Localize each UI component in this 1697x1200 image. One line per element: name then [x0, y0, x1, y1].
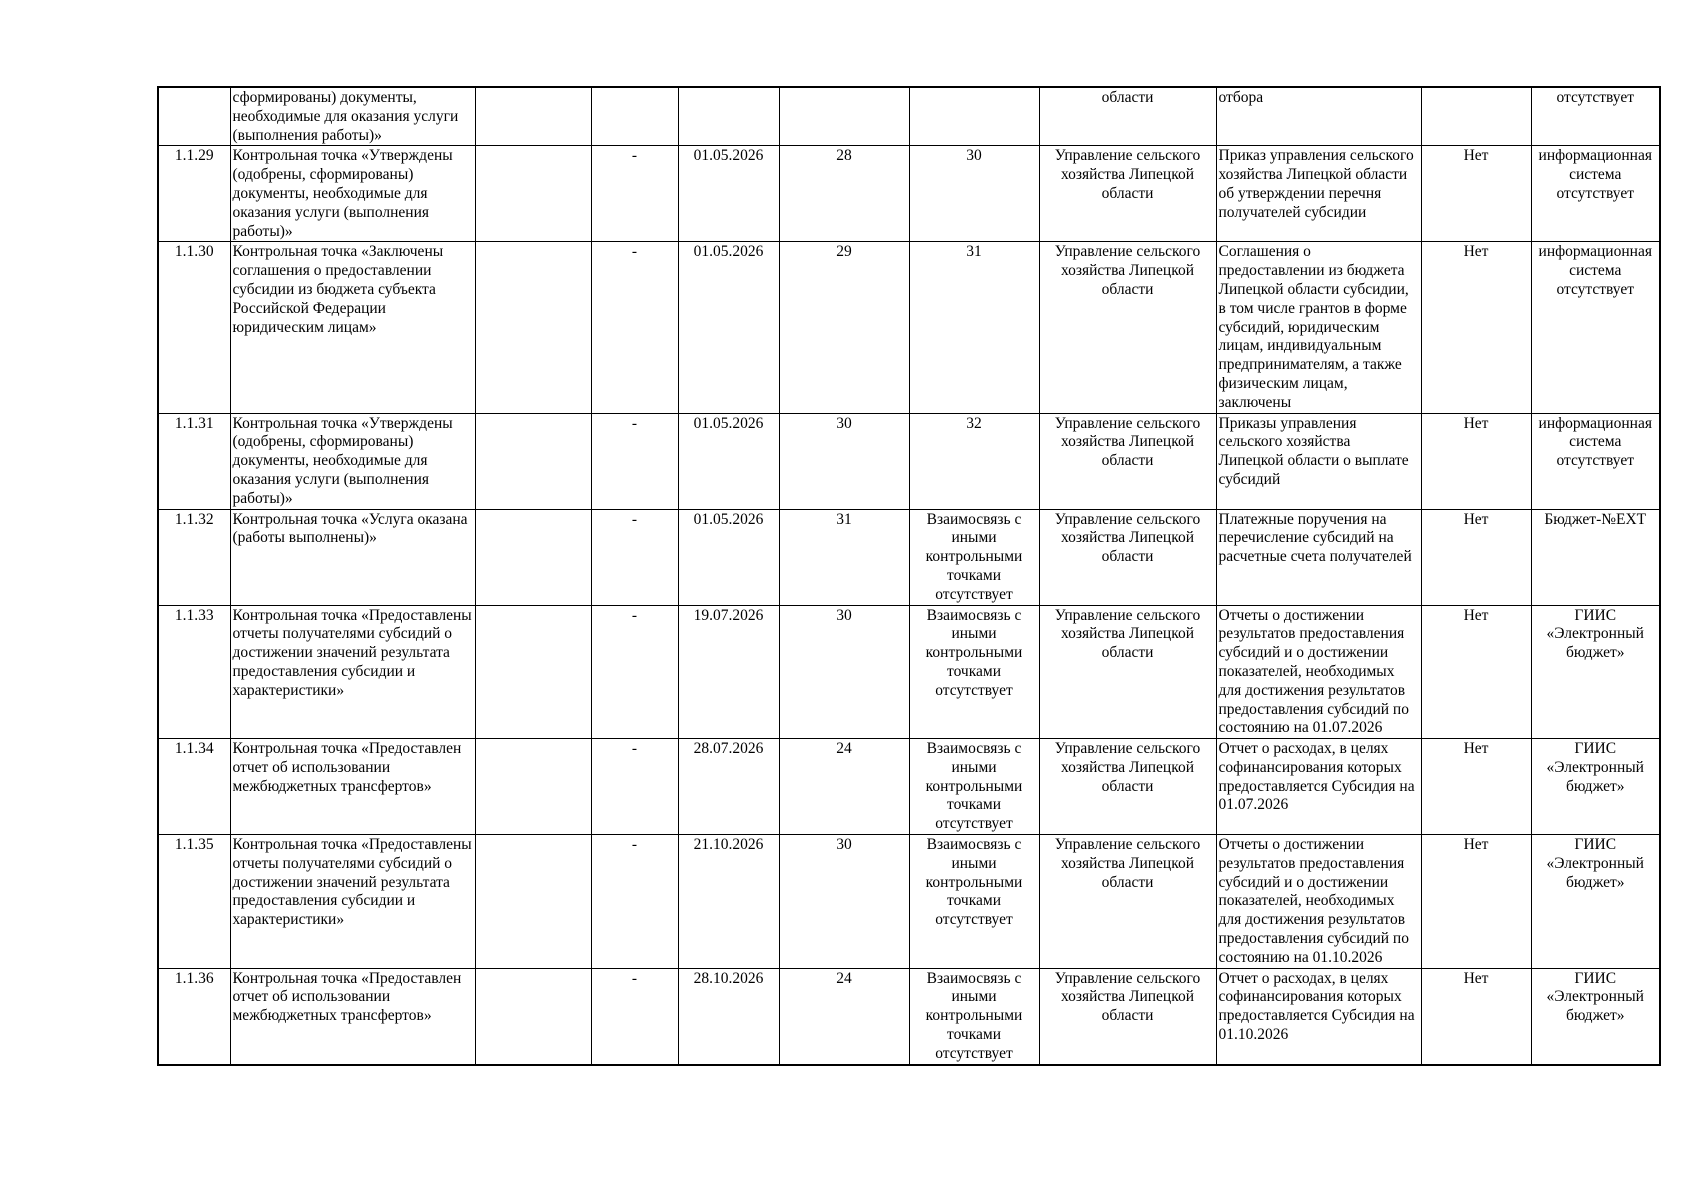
- cell-empty: [475, 87, 591, 146]
- cell-document: отбора: [1216, 87, 1421, 146]
- table-row: [158, 509, 1660, 605]
- cell-date: 28.10.2026: [678, 968, 779, 1064]
- cell-document: Отчеты о достижении результатов предоставления субсидий и о достижении показателей, необходимых для достижения результатов предоставления субсидий по состоянию на 01.07.2026: [1216, 605, 1421, 739]
- cell-empty: [475, 605, 591, 739]
- cell-dash: -: [591, 509, 678, 605]
- cell-date: 01.05.2026: [678, 413, 779, 509]
- cell-predecessor: 31: [779, 509, 909, 605]
- cell-responsible: Управление сельского хозяйства Липецкой области: [1039, 509, 1216, 605]
- cell-info-system: ГИИС «Электронный бюджет»: [1531, 739, 1660, 835]
- cell-responsible: Управление сельского хозяйства Липецкой области: [1039, 605, 1216, 739]
- cell-info-system: информационная система отсутствует: [1531, 242, 1660, 413]
- cell-predecessor: 30: [779, 413, 909, 509]
- cell-empty: [475, 413, 591, 509]
- cell-name: сформированы) документы, необходимые для оказания услуги (выполнения работы)»: [230, 87, 475, 146]
- cell-dash: -: [591, 968, 678, 1064]
- cell-link: Взаимосвязь с иными контрольными точками отсутствует: [909, 509, 1039, 605]
- cell-flag: Нет: [1421, 605, 1531, 739]
- cell-document: Отчет о расходах, в целях софинансирования которых предоставляется Субсидия на 01.07.2026: [1216, 739, 1421, 835]
- cell-link: Взаимосвязь с иными контрольными точками отсутствует: [909, 605, 1039, 739]
- cell-predecessor: 28: [779, 146, 909, 242]
- cell-dash: -: [591, 242, 678, 413]
- cell-link: [909, 87, 1039, 146]
- cell-document: Приказ управления сельского хозяйства Липецкой области об утверждении перечня получателей субсидии: [1216, 146, 1421, 242]
- cell-dash: -: [591, 146, 678, 242]
- cell-date: 01.05.2026: [678, 242, 779, 413]
- cell-flag: Нет: [1421, 835, 1531, 969]
- cell-link: 30: [909, 146, 1039, 242]
- cell-number: 1.1.33: [158, 605, 230, 739]
- cell-info-system: ГИИС «Электронный бюджет»: [1531, 835, 1660, 969]
- table-row: [158, 87, 1660, 146]
- cell-flag: Нет: [1421, 413, 1531, 509]
- cell-info-system: информационная система отсутствует: [1531, 146, 1660, 242]
- cell-empty: [475, 242, 591, 413]
- table-row: [158, 242, 1660, 413]
- cell-number: 1.1.29: [158, 146, 230, 242]
- table-row: [158, 968, 1660, 1064]
- cell-link: 32: [909, 413, 1039, 509]
- cell-dash: -: [591, 605, 678, 739]
- cell-predecessor: [779, 87, 909, 146]
- cell-responsible: Управление сельского хозяйства Липецкой области: [1039, 242, 1216, 413]
- cell-empty: [475, 146, 591, 242]
- cell-name: Контрольная точка «Предоставлен отчет об использовании межбюджетных трансфертов»: [230, 968, 475, 1064]
- cell-flag: Нет: [1421, 968, 1531, 1064]
- cell-empty: [475, 968, 591, 1064]
- cell-flag: Нет: [1421, 739, 1531, 835]
- table-row: [158, 739, 1660, 835]
- cell-link: 31: [909, 242, 1039, 413]
- cell-responsible: Управление сельского хозяйства Липецкой области: [1039, 739, 1216, 835]
- cell-name: Контрольная точка «Утверждены (одобрены, сформированы) документы, необходимые для оказания услуги (выполнения работы)»: [230, 146, 475, 242]
- cell-date: 19.07.2026: [678, 605, 779, 739]
- control-points-table: [157, 86, 1661, 1066]
- cell-responsible: Управление сельского хозяйства Липецкой области: [1039, 413, 1216, 509]
- table-row: [158, 835, 1660, 969]
- table-row: [158, 146, 1660, 242]
- cell-dash: -: [591, 739, 678, 835]
- cell-date: 28.07.2026: [678, 739, 779, 835]
- cell-date: [678, 87, 779, 146]
- cell-name: Контрольная точка «Предоставлены отчеты получателями субсидий о достижении значений результата предоставления субсидии и характеристики»: [230, 835, 475, 969]
- cell-responsible: Управление сельского хозяйства Липецкой области: [1039, 968, 1216, 1064]
- cell-date: 01.05.2026: [678, 146, 779, 242]
- cell-number: 1.1.36: [158, 968, 230, 1064]
- cell-dash: -: [591, 413, 678, 509]
- cell-number: 1.1.35: [158, 835, 230, 969]
- cell-empty: [475, 835, 591, 969]
- cell-responsible: области: [1039, 87, 1216, 146]
- cell-flag: Нет: [1421, 509, 1531, 605]
- table-body: [158, 87, 1660, 1065]
- cell-info-system: Бюджет-№ЕХТ: [1531, 509, 1660, 605]
- cell-dash: -: [591, 835, 678, 969]
- cell-flag: Нет: [1421, 242, 1531, 413]
- cell-link: Взаимосвязь с иными контрольными точками отсутствует: [909, 739, 1039, 835]
- cell-number: 1.1.30: [158, 242, 230, 413]
- cell-link: Взаимосвязь с иными контрольными точками отсутствует: [909, 835, 1039, 969]
- document-page: [157, 86, 1661, 1066]
- cell-number: 1.1.34: [158, 739, 230, 835]
- cell-name: Контрольная точка «Заключены соглашения о предоставлении субсидии из бюджета субъекта Российской Федерации юридическим лицам»: [230, 242, 475, 413]
- cell-predecessor: 30: [779, 835, 909, 969]
- cell-date: 01.05.2026: [678, 509, 779, 605]
- cell-document: Отчет о расходах, в целях софинансирования которых предоставляется Субсидия на 01.10.2026: [1216, 968, 1421, 1064]
- cell-predecessor: 24: [779, 968, 909, 1064]
- cell-predecessor: 24: [779, 739, 909, 835]
- cell-name: Контрольная точка «Предоставлены отчеты получателями субсидий о достижении значений результата предоставления субсидии и характеристики»: [230, 605, 475, 739]
- table-row: [158, 413, 1660, 509]
- cell-link: Взаимосвязь с иными контрольными точками отсутствует: [909, 968, 1039, 1064]
- cell-flag: Нет: [1421, 146, 1531, 242]
- cell-responsible: Управление сельского хозяйства Липецкой области: [1039, 835, 1216, 969]
- cell-date: 21.10.2026: [678, 835, 779, 969]
- cell-name: Контрольная точка «Услуга оказана (работы выполнены)»: [230, 509, 475, 605]
- cell-document: Отчеты о достижении результатов предоставления субсидий и о достижении показателей, необходимых для достижения результатов предоставления субсидий по состоянию на 01.10.2026: [1216, 835, 1421, 969]
- cell-info-system: ГИИС «Электронный бюджет»: [1531, 605, 1660, 739]
- cell-info-system: отсутствует: [1531, 87, 1660, 146]
- cell-number: 1.1.31: [158, 413, 230, 509]
- cell-name: Контрольная точка «Утверждены (одобрены, сформированы) документы, необходимые для оказания услуги (выполнения работы)»: [230, 413, 475, 509]
- cell-empty: [475, 739, 591, 835]
- cell-empty: [475, 509, 591, 605]
- cell-name: Контрольная точка «Предоставлен отчет об использовании межбюджетных трансфертов»: [230, 739, 475, 835]
- cell-info-system: ГИИС «Электронный бюджет»: [1531, 968, 1660, 1064]
- cell-document: Соглашения о предоставлении из бюджета Липецкой области субсидии, в том числе грантов в форме субсидий, юридическим лицам, индивидуальным предпринимателям, а также физическим лицам, заключены: [1216, 242, 1421, 413]
- cell-dash: [591, 87, 678, 146]
- cell-predecessor: 30: [779, 605, 909, 739]
- cell-document: Платежные поручения на перечисление субсидий на расчетные счета получателей: [1216, 509, 1421, 605]
- cell-info-system: информационная система отсутствует: [1531, 413, 1660, 509]
- cell-responsible: Управление сельского хозяйства Липецкой области: [1039, 146, 1216, 242]
- cell-flag: [1421, 87, 1531, 146]
- cell-document: Приказы управления сельского хозяйства Липецкой области о выплате субсидий: [1216, 413, 1421, 509]
- cell-predecessor: 29: [779, 242, 909, 413]
- cell-number: 1.1.32: [158, 509, 230, 605]
- cell-number: [158, 87, 230, 146]
- table-row: [158, 605, 1660, 739]
